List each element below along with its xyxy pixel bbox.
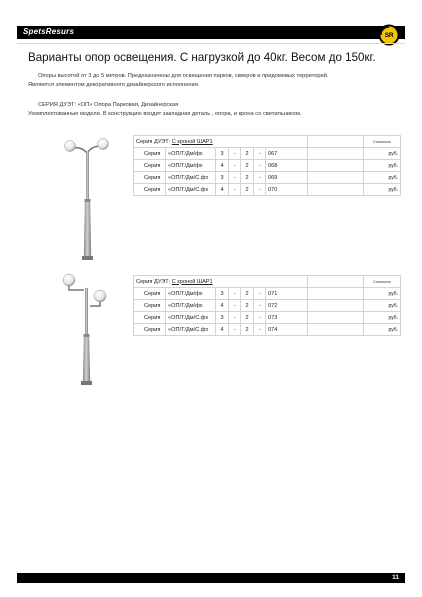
- table-row: [134, 288, 401, 300]
- row-code: 067: [266, 148, 308, 160]
- logo-text: SR: [384, 31, 394, 39]
- row-code: 069: [266, 172, 308, 184]
- spec-table-header: [134, 276, 401, 288]
- row-code: 071: [266, 288, 308, 300]
- row-arms: 2: [241, 172, 254, 184]
- table-row: [134, 172, 401, 184]
- row-currency: руб.: [364, 300, 401, 312]
- spec-table-header: [134, 136, 401, 148]
- row-dash: -: [229, 288, 241, 300]
- row-code: 072: [266, 300, 308, 312]
- row-currency: руб.: [364, 288, 401, 300]
- row-code: 073: [266, 312, 308, 324]
- row-dash: -: [254, 148, 266, 160]
- row-price: [308, 312, 364, 324]
- cost-label: Стоимость: [364, 136, 401, 148]
- empty-cell: [308, 136, 364, 148]
- row-currency: руб.: [364, 148, 401, 160]
- row-dash: -: [229, 300, 241, 312]
- row-model: «ОП/Т/Дм/фх: [166, 300, 216, 312]
- row-arms: 2: [241, 148, 254, 160]
- row-currency: руб.: [364, 184, 401, 196]
- table-row: [134, 300, 401, 312]
- series-note: Укомплектованные модели. В конструкцию входит закладная деталь , опора, и крона со светильником.: [28, 111, 302, 117]
- spec-table-2: [133, 275, 401, 336]
- row-arms: 2: [241, 160, 254, 172]
- row-label: Серия: [134, 324, 166, 336]
- crown-name-link[interactable]: С кроной ШАР1: [171, 138, 213, 145]
- row-height: 3: [216, 312, 229, 324]
- footer-bar: [17, 573, 405, 583]
- row-arms: 2: [241, 300, 254, 312]
- row-model: «ОП/Т/Дм/С.фх: [166, 184, 216, 196]
- table-row: [134, 148, 401, 160]
- row-height: 4: [216, 324, 229, 336]
- row-model: «ОП/Т/Дм/фх: [166, 148, 216, 160]
- row-price: [308, 148, 364, 160]
- page-title: Варианты опор освещения. С нагрузкой до 40кг. Весом до 150кг.: [28, 51, 376, 64]
- table-row: [134, 160, 401, 172]
- row-arms: 2: [241, 184, 254, 196]
- row-label: Серия: [134, 148, 166, 160]
- row-dash: -: [254, 172, 266, 184]
- row-code: 074: [266, 324, 308, 336]
- row-height: 3: [216, 172, 229, 184]
- row-height: 4: [216, 160, 229, 172]
- row-currency: руб.: [364, 172, 401, 184]
- empty-cell: [308, 276, 364, 288]
- series-title: СЕРИЯ ДУЭТ: «ОП» Опора Парковая, Дизайнерская: [38, 102, 179, 108]
- table-row: [134, 324, 401, 336]
- row-code: 068: [266, 160, 308, 172]
- row-dash: -: [254, 300, 266, 312]
- table-row: [134, 312, 401, 324]
- lamp-post-icon: [58, 133, 120, 263]
- row-height: 3: [216, 288, 229, 300]
- page-number: 11: [392, 574, 399, 581]
- row-dash: -: [254, 184, 266, 196]
- row-dash: -: [229, 324, 241, 336]
- row-dash: -: [254, 160, 266, 172]
- row-dash: -: [229, 184, 241, 196]
- lamp-post-icon: [58, 268, 120, 388]
- spec-table-1: [133, 135, 401, 196]
- crown-name-link[interactable]: С кроной ШАР1: [171, 278, 213, 285]
- pole-image-double-arm: [58, 133, 120, 263]
- row-price: [308, 324, 364, 336]
- row-dash: -: [229, 312, 241, 324]
- brand-name: SpetsResurs: [23, 27, 75, 36]
- row-price: [308, 172, 364, 184]
- row-price: [308, 288, 364, 300]
- row-height: 4: [216, 184, 229, 196]
- row-price: [308, 184, 364, 196]
- row-label: Серия: [134, 160, 166, 172]
- row-label: Серия: [134, 184, 166, 196]
- header-divider: [17, 43, 405, 44]
- row-arms: 2: [241, 324, 254, 336]
- row-dash: -: [254, 324, 266, 336]
- row-dash: -: [254, 288, 266, 300]
- cost-label: Стоимость: [364, 276, 401, 288]
- row-model: «ОП/Т/Дм/С.фх: [166, 312, 216, 324]
- row-arms: 2: [241, 312, 254, 324]
- row-price: [308, 160, 364, 172]
- row-arms: 2: [241, 288, 254, 300]
- intro-line-2: Являются элементом декоративного дизайнерского исполнения.: [28, 82, 200, 88]
- row-price: [308, 300, 364, 312]
- table-row: [134, 184, 401, 196]
- header-bar: [17, 26, 405, 39]
- table-header-cell: [134, 136, 308, 148]
- table-header-cell: [134, 276, 308, 288]
- row-dash: -: [229, 172, 241, 184]
- row-model: «ОП/Т/Дм/фх: [166, 288, 216, 300]
- series-prefix: Серия ДУЭТ:: [136, 278, 172, 285]
- row-height: 3: [216, 148, 229, 160]
- row-dash: -: [254, 312, 266, 324]
- row-dash: -: [229, 148, 241, 160]
- row-label: Серия: [134, 172, 166, 184]
- row-model: «ОП/Т/Дм/фх: [166, 160, 216, 172]
- row-label: Серия: [134, 288, 166, 300]
- row-dash: -: [229, 160, 241, 172]
- row-label: Серия: [134, 312, 166, 324]
- row-currency: руб.: [364, 312, 401, 324]
- row-currency: руб.: [364, 324, 401, 336]
- pole-image-side-arms: [58, 268, 120, 388]
- row-model: «ОП/Т/Дм/С.фх: [166, 172, 216, 184]
- intro-line-1: Опоры высотой от 3 до 5 метров. Предназначены для освещения парков, скверов и придомовых территорий.: [38, 73, 329, 79]
- row-currency: руб.: [364, 160, 401, 172]
- row-model: «ОП/Т/Дм/С.фх: [166, 324, 216, 336]
- row-code: 070: [266, 184, 308, 196]
- row-label: Серия: [134, 300, 166, 312]
- row-height: 4: [216, 300, 229, 312]
- series-prefix: Серия ДУЭТ:: [136, 138, 172, 145]
